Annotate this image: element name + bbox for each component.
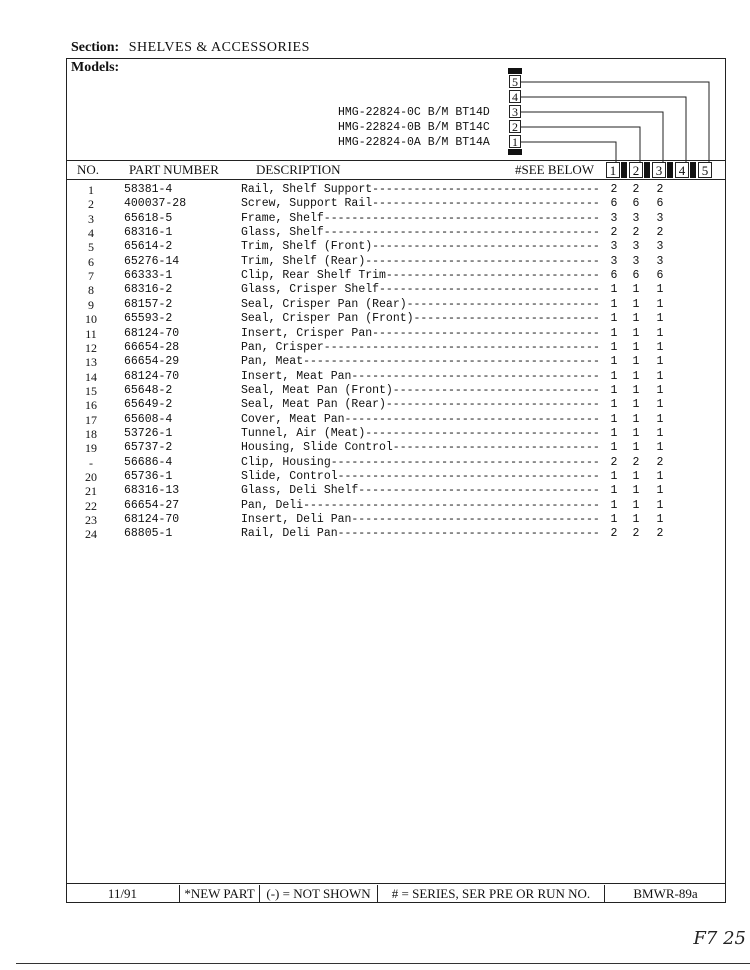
part-number: 68805-1 — [124, 527, 173, 541]
table-row — [0, 398, 750, 412]
quantity-model-2: 1 — [632, 498, 640, 512]
leader-dashes: ---------------------------- — [406, 297, 600, 311]
part-number: 68124-70 — [124, 513, 180, 527]
table-row — [0, 413, 750, 427]
quantity-model-3: 3 — [656, 254, 664, 268]
leader-dashes: --------------------------- — [413, 312, 600, 326]
part-number: 66654-27 — [124, 498, 180, 512]
part-description: Pan, Deli — [241, 498, 304, 512]
part-number: 66654-28 — [124, 340, 180, 354]
item-number: 7 — [88, 269, 94, 284]
quantity-model-2: 1 — [632, 355, 640, 369]
part-number: 68316-13 — [124, 484, 180, 498]
footer-date: 11/91 — [107, 886, 138, 901]
quantity-model-3: 1 — [656, 498, 664, 512]
part-description: Glass, Shelf — [241, 226, 324, 240]
leader-dashes: ---------------------------------------- — [323, 226, 600, 240]
item-number: 9 — [88, 297, 94, 312]
quantity-model-2: 1 — [632, 441, 640, 455]
table-row — [0, 456, 750, 470]
table-row — [0, 484, 750, 498]
item-number: 14 — [85, 369, 97, 384]
header-part-number: PART NUMBER — [129, 162, 219, 177]
part-description: Glass, Deli Shelf — [241, 484, 359, 498]
quantity-model-2: 1 — [632, 412, 640, 426]
part-description: Pan, Meat — [241, 355, 304, 369]
part-number: 53726-1 — [124, 426, 173, 440]
leader-dashes: --------------------------------------- — [330, 455, 600, 469]
leader-dashes: ------------------------------------------- — [303, 498, 600, 512]
quantity-model-1: 1 — [610, 412, 618, 426]
quantity-model-2: 3 — [632, 254, 640, 268]
part-description: Frame, Shelf — [241, 211, 324, 225]
part-description: Clip, Rear Shelf Trim — [241, 269, 386, 283]
quantity-model-3: 6 — [656, 269, 664, 283]
quantity-model-3: 1 — [656, 297, 664, 311]
table-row — [0, 298, 750, 312]
column-header-4: 4 — [675, 162, 689, 178]
table-row — [0, 269, 750, 283]
table-row — [0, 212, 750, 226]
leader-dashes: ------------------------------ — [392, 441, 600, 455]
quantity-model-3: 2 — [656, 183, 664, 196]
part-description: Seal, Meat Pan (Front) — [241, 383, 393, 397]
part-number: 56686-4 — [124, 455, 173, 469]
quantity-model-1: 2 — [610, 527, 618, 541]
quantity-model-3: 6 — [656, 197, 664, 211]
quantity-model-2: 2 — [632, 455, 640, 469]
quantity-model-3: 1 — [656, 383, 664, 397]
quantity-model-1: 1 — [610, 297, 618, 311]
quantity-model-1: 1 — [610, 326, 618, 340]
quantity-model-3: 1 — [656, 470, 664, 483]
quantity-model-3: 1 — [656, 513, 664, 527]
quantity-model-1: 1 — [610, 355, 618, 369]
part-description: Rail, Deli Pan — [241, 527, 338, 541]
part-number: 65614-2 — [124, 240, 173, 254]
quantity-model-1: 1 — [610, 312, 618, 326]
part-number: 68316-2 — [124, 283, 173, 297]
part-description: Rail, Shelf Support — [241, 183, 373, 196]
model-line-0a: HMG-22824-0A B/M BT14A — [338, 136, 490, 149]
item-number: 24 — [85, 527, 97, 542]
quantity-model-3: 1 — [656, 312, 664, 326]
item-number: 8 — [88, 283, 94, 298]
quantity-model-1: 2 — [610, 183, 618, 196]
item-number: 16 — [85, 398, 97, 413]
quantity-model-2: 1 — [632, 297, 640, 311]
header-see-below: #SEE BELOW — [515, 162, 595, 177]
leader-dashes: ----------------------------------- — [358, 484, 600, 498]
quantity-model-1: 3 — [610, 211, 618, 225]
quantity-model-2: 1 — [632, 398, 640, 412]
table-row — [0, 341, 750, 355]
quantity-model-3: 1 — [656, 398, 664, 412]
table-row — [0, 355, 750, 369]
part-number: 65593-2 — [124, 312, 173, 326]
model-box-5: 5 — [509, 75, 521, 88]
part-description: Trim, Shelf (Front) — [241, 240, 373, 254]
quantity-model-1: 3 — [610, 240, 618, 254]
table-row — [0, 327, 750, 341]
part-description: Clip, Housing — [241, 455, 331, 469]
quantity-model-2: 1 — [632, 369, 640, 383]
leader-dashes: ------------------------------- — [385, 269, 600, 283]
column-separator — [690, 162, 696, 178]
item-number: 23 — [85, 513, 97, 528]
part-description: Tunnel, Air (Meat) — [241, 426, 366, 440]
column-header-3: 3 — [652, 162, 666, 178]
quantity-model-1: 1 — [610, 340, 618, 354]
leader-dashes: --------------------------------- — [372, 240, 600, 254]
item-number: - — [89, 455, 93, 470]
quantity-model-3: 2 — [656, 455, 664, 469]
table-row — [0, 513, 750, 527]
column-separator — [667, 162, 673, 178]
quantity-model-2: 2 — [632, 527, 640, 541]
item-number: 13 — [85, 355, 97, 370]
table-row — [0, 197, 750, 211]
leader-dashes: -------------------------------- — [379, 283, 600, 297]
part-description: Seal, Crisper Pan (Rear) — [241, 297, 407, 311]
quantity-model-2: 3 — [632, 211, 640, 225]
quantity-model-3: 3 — [656, 240, 664, 254]
item-number: 2 — [88, 197, 94, 212]
quantity-model-2: 1 — [632, 383, 640, 397]
part-number: 58381-4 — [124, 183, 173, 196]
quantity-model-2: 1 — [632, 340, 640, 354]
handwritten-note: F7 25 — [693, 928, 746, 949]
quantity-model-1: 6 — [610, 269, 618, 283]
item-number: 5 — [88, 240, 94, 255]
model-box-1: 1 — [509, 135, 521, 148]
header-no: NO. — [77, 162, 100, 177]
leader-dashes: ------------------------------------ — [351, 513, 600, 527]
leader-dashes: ---------------------------------------- — [323, 340, 600, 354]
footer-not-shown: (-) = NOT SHOWN — [259, 885, 377, 903]
quantity-model-3: 1 — [656, 340, 664, 354]
part-number: 68316-1 — [124, 226, 173, 240]
quantity-model-1: 1 — [610, 426, 618, 440]
leader-dashes: ------------------------------- — [385, 398, 600, 412]
quantity-model-2: 1 — [632, 484, 640, 498]
bottom-rule — [16, 963, 750, 964]
part-description: Pan, Crisper — [241, 340, 324, 354]
leader-dashes: ---------------------------------- — [365, 254, 600, 268]
table-row — [0, 370, 750, 384]
quantity-model-1: 1 — [610, 441, 618, 455]
part-number: 68124-70 — [124, 369, 180, 383]
item-number: 1 — [88, 183, 94, 197]
item-number: 6 — [88, 254, 94, 269]
table-row — [0, 255, 750, 269]
table-row — [0, 226, 750, 240]
item-number: 4 — [88, 226, 94, 241]
item-number: 20 — [85, 470, 97, 484]
quantity-model-2: 2 — [632, 183, 640, 196]
item-number: 3 — [88, 211, 94, 226]
leader-dashes: ------------------------------------- — [344, 412, 600, 426]
quantity-model-3: 1 — [656, 326, 664, 340]
quantity-model-1: 1 — [610, 484, 618, 498]
quantity-model-3: 1 — [656, 441, 664, 455]
part-number: 66333-1 — [124, 269, 173, 283]
table-row — [0, 470, 750, 484]
quantity-model-3: 1 — [656, 412, 664, 426]
part-number: 65276-14 — [124, 254, 180, 268]
leader-dashes: ------------------------------------ — [351, 369, 600, 383]
quantity-model-2: 1 — [632, 283, 640, 297]
section-label: Section: — [71, 40, 120, 55]
part-number: 65608-4 — [124, 412, 173, 426]
part-description: Cover, Meat Pan — [241, 412, 345, 426]
part-description: Glass, Crisper Shelf — [241, 283, 380, 297]
quantity-model-3: 1 — [656, 426, 664, 440]
part-number: 65649-2 — [124, 398, 173, 412]
quantity-model-2: 3 — [632, 240, 640, 254]
quantity-model-2: 1 — [632, 326, 640, 340]
item-number: 18 — [85, 426, 97, 441]
quantity-model-3: 2 — [656, 226, 664, 240]
quantity-model-1: 2 — [610, 455, 618, 469]
table-row — [0, 441, 750, 455]
quantity-model-3: 1 — [656, 355, 664, 369]
section-value: SHELVES & ACCESSORIES — [128, 40, 310, 55]
model-box-4: 4 — [509, 90, 521, 103]
quantity-model-1: 1 — [610, 470, 618, 483]
item-number: 17 — [85, 412, 97, 427]
part-description: Screw, Support Rail — [241, 197, 373, 211]
quantity-model-3: 1 — [656, 484, 664, 498]
leader-dashes: ------------------------------------------- — [303, 355, 600, 369]
table-row — [0, 499, 750, 513]
footer-code: BMWR-89a — [604, 885, 726, 903]
quantity-model-3: 1 — [656, 369, 664, 383]
quantity-model-1: 1 — [610, 369, 618, 383]
quantity-model-3: 1 — [656, 283, 664, 297]
part-number: 400037-28 — [124, 197, 187, 211]
models-label: Models: — [71, 60, 120, 75]
table-row — [0, 312, 750, 326]
footer-new-part: *NEW PART — [179, 885, 259, 903]
item-number: 12 — [85, 340, 97, 355]
quantity-model-1: 1 — [610, 513, 618, 527]
table-row — [0, 183, 750, 197]
table-row — [0, 427, 750, 441]
quantity-model-2: 1 — [632, 470, 640, 483]
part-description: Slide, Control — [241, 470, 338, 483]
leader-dashes: ---------------------------------------- — [323, 211, 600, 225]
part-number: 68157-2 — [124, 297, 173, 311]
item-number: 21 — [85, 484, 97, 499]
part-number: 65737-2 — [124, 441, 173, 455]
quantity-model-1: 2 — [610, 226, 618, 240]
part-description: Insert, Deli Pan — [241, 513, 352, 527]
quantity-model-3: 3 — [656, 211, 664, 225]
leader-dashes: ---------------------------------- — [365, 426, 600, 440]
column-header-1: 1 — [606, 162, 620, 178]
leader-dashes: -------------------------------------- — [337, 470, 600, 483]
footer-series-note: # = SERIES, SER PRE OR RUN NO. — [377, 885, 604, 903]
part-number: 66654-29 — [124, 355, 180, 369]
quantity-model-2: 1 — [632, 426, 640, 440]
column-separator — [644, 162, 650, 178]
item-number: 19 — [85, 441, 97, 456]
part-number: 65618-5 — [124, 211, 173, 225]
column-header-5: 5 — [698, 162, 712, 178]
part-description: Trim, Shelf (Rear) — [241, 254, 366, 268]
part-description: Housing, Slide Control — [241, 441, 393, 455]
leader-dashes: --------------------------------- — [372, 326, 600, 340]
model-box-3: 3 — [509, 105, 521, 118]
table-row — [0, 527, 750, 541]
table-row — [0, 240, 750, 254]
model-line-0b: HMG-22824-0B B/M BT14C — [338, 121, 490, 134]
part-description: Insert, Meat Pan — [241, 369, 352, 383]
quantity-model-3: 2 — [656, 527, 664, 541]
item-number: 15 — [85, 383, 97, 398]
leader-dashes: ------------------------------ — [392, 383, 600, 397]
quantity-model-1: 1 — [610, 383, 618, 397]
quantity-model-2: 2 — [632, 226, 640, 240]
part-description: Insert, Crisper Pan — [241, 326, 373, 340]
item-number: 10 — [85, 312, 97, 327]
part-number: 65736-1 — [124, 470, 173, 483]
quantity-model-1: 1 — [610, 398, 618, 412]
table-row — [0, 283, 750, 297]
model-box-2: 2 — [509, 120, 521, 133]
quantity-model-2: 6 — [632, 269, 640, 283]
part-description: Seal, Meat Pan (Rear) — [241, 398, 386, 412]
leader-dashes: --------------------------------- — [372, 183, 600, 196]
leader-dashes: -------------------------------------- — [337, 527, 600, 541]
quantity-model-1: 3 — [610, 254, 618, 268]
quantity-model-1: 6 — [610, 197, 618, 211]
quantity-model-1: 1 — [610, 283, 618, 297]
model-line-0c: HMG-22824-0C B/M BT14D — [338, 106, 490, 119]
quantity-model-2: 1 — [632, 513, 640, 527]
part-description: Seal, Crisper Pan (Front) — [241, 312, 414, 326]
quantity-model-1: 1 — [610, 498, 618, 512]
quantity-model-2: 1 — [632, 312, 640, 326]
leader-dashes: --------------------------------- — [372, 197, 600, 211]
column-header-2: 2 — [629, 162, 643, 178]
item-number: 22 — [85, 498, 97, 513]
part-number: 65648-2 — [124, 383, 173, 397]
table-row — [0, 384, 750, 398]
part-number: 68124-70 — [124, 326, 180, 340]
item-number: 11 — [85, 326, 97, 341]
quantity-model-2: 6 — [632, 197, 640, 211]
column-separator — [621, 162, 627, 178]
header-description: DESCRIPTION — [256, 162, 341, 177]
